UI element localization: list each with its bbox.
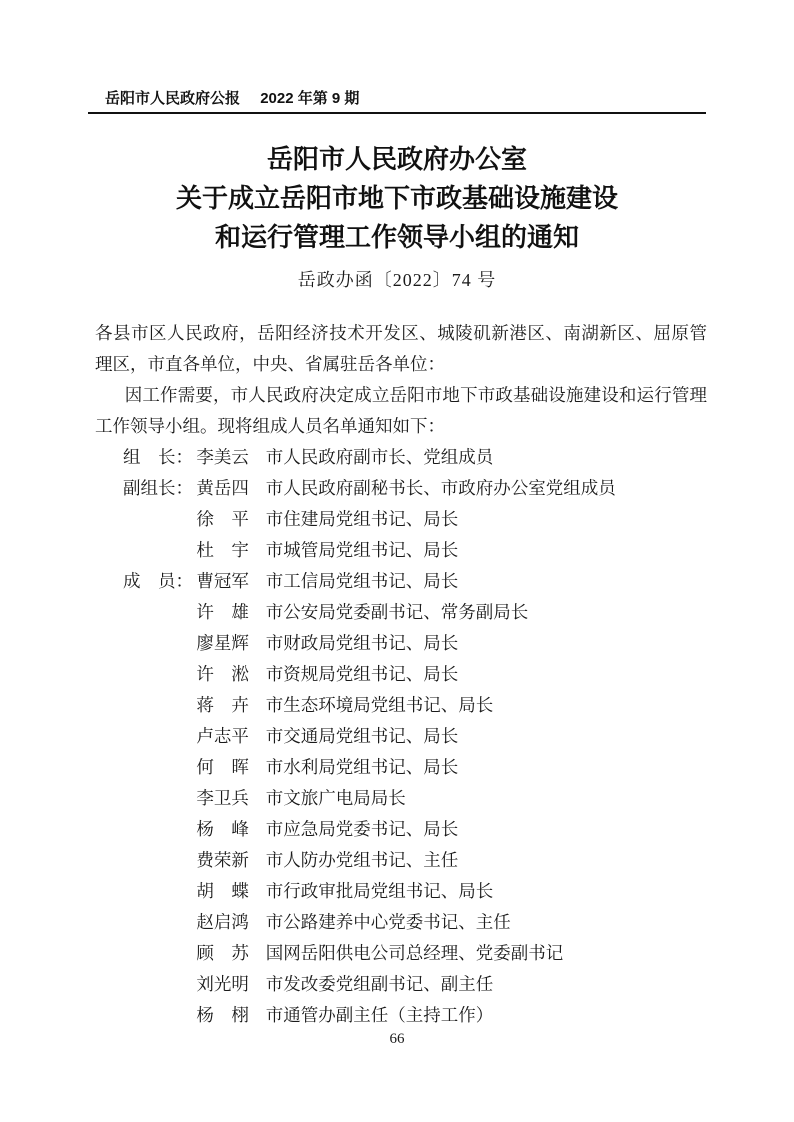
member-row (123, 752, 707, 783)
member-name: 杜 宇 (196, 540, 249, 560)
member-row (123, 814, 707, 845)
member-duty: 市应急局党委书记、局长 (265, 819, 459, 839)
member-duty: 市住建局党组书记、局长 (265, 509, 459, 529)
member-duty: 市城管局党组书记、局长 (265, 540, 459, 560)
member-duty: 市发改委党组副书记、副主任 (265, 974, 494, 994)
member-duty: 市公路建养中心党委书记、主任 (265, 912, 511, 932)
member-row (123, 597, 707, 628)
member-name: 胡 蝶 (196, 881, 249, 901)
member-row (123, 969, 707, 1000)
member-duty: 市公安局党委副书记、常务副局长 (265, 602, 529, 622)
member-row (123, 535, 707, 566)
member-row (123, 876, 707, 907)
member-row (123, 938, 707, 969)
document-number: 岳政办函〔2022〕74 号 (297, 270, 497, 290)
intro-paragraph: 因工作需要，市人民政府决定成立岳阳市地下市政基础设施建设和运行管理工作领导小组。现将组成人员名单通知如下： (95, 385, 707, 436)
member-duty: 市交通局党组书记、局长 (265, 726, 459, 746)
document-title (0, 140, 794, 257)
member-name: 许 淞 (196, 664, 249, 684)
title-line-2: 关于成立岳阳市地下市政基础设施建设 (175, 184, 618, 213)
member-row (123, 690, 707, 721)
member-row (123, 845, 707, 876)
member-name: 徐 平 (196, 509, 249, 529)
member-duty: 市水利局党组书记、局长 (265, 757, 459, 777)
member-duty: 市人民政府副秘书长、市政府办公室党组成员 (265, 478, 616, 498)
member-row (123, 566, 707, 597)
member-row (123, 473, 707, 504)
member-name: 何 晖 (196, 757, 249, 777)
member-row (123, 907, 707, 938)
member-role: 成 员： (123, 571, 193, 591)
member-duty: 市人民政府副市长、党组成员 (265, 447, 494, 467)
member-name: 杨 峰 (196, 819, 249, 839)
member-name: 廖星辉 (196, 633, 249, 653)
member-duty: 市财政局党组书记、局长 (265, 633, 459, 653)
member-row (123, 628, 707, 659)
member-name: 赵启鸿 (196, 912, 249, 932)
member-duty: 市生态环境局党组书记、局长 (265, 695, 494, 715)
member-duty: 市工信局党组书记、局长 (265, 571, 459, 591)
member-row (123, 442, 707, 473)
member-duty: 国网岳阳供电公司总经理、党委副书记 (265, 943, 564, 963)
gazette-header (105, 87, 359, 108)
page-number: 66 (389, 1031, 405, 1047)
header-rule (88, 112, 706, 114)
member-duty: 市文旅广电局局长 (265, 788, 406, 808)
document-body (95, 318, 707, 1031)
member-role: 组 长： (123, 447, 193, 467)
member-duty: 市资规局党组书记、局长 (265, 664, 459, 684)
member-row (123, 504, 707, 535)
member-name: 黄岳四 (196, 478, 249, 498)
member-name: 李美云 (196, 447, 249, 467)
member-duty: 市人防办党组书记、主任 (265, 850, 459, 870)
member-name: 卢志平 (196, 726, 249, 746)
member-duty: 市行政审批局党组书记、局长 (265, 881, 494, 901)
member-duty: 市通管办副主任（主持工作） (265, 1005, 494, 1025)
addressees-paragraph: 各县市区人民政府，岳阳经济技术开发区、城陵矶新港区、南湖新区、屈原管理区，市直各单位，中央、省属驻岳各单位： (95, 323, 707, 374)
member-name: 顾 苏 (196, 943, 249, 963)
gazette-title: 岳阳市人民政府公报 (105, 90, 241, 107)
title-line-3: 和运行管理工作领导小组的通知 (214, 223, 579, 252)
member-name: 蒋 卉 (196, 695, 249, 715)
member-list (95, 442, 707, 1031)
member-name: 费荣新 (196, 850, 249, 870)
member-row (123, 1000, 707, 1031)
member-name: 李卫兵 (196, 788, 249, 808)
title-line-1: 岳阳市人民政府办公室 (266, 145, 527, 174)
member-row (123, 721, 707, 752)
member-name: 杨 栩 (196, 1005, 249, 1025)
member-role: 副组长： (123, 478, 193, 498)
member-row (123, 783, 707, 814)
gazette-issue: 2022 年第 9 期 (260, 90, 360, 107)
member-row (123, 659, 707, 690)
member-name: 曹冠军 (196, 571, 249, 591)
member-name: 刘光明 (196, 974, 249, 994)
member-name: 许 雄 (196, 602, 249, 622)
